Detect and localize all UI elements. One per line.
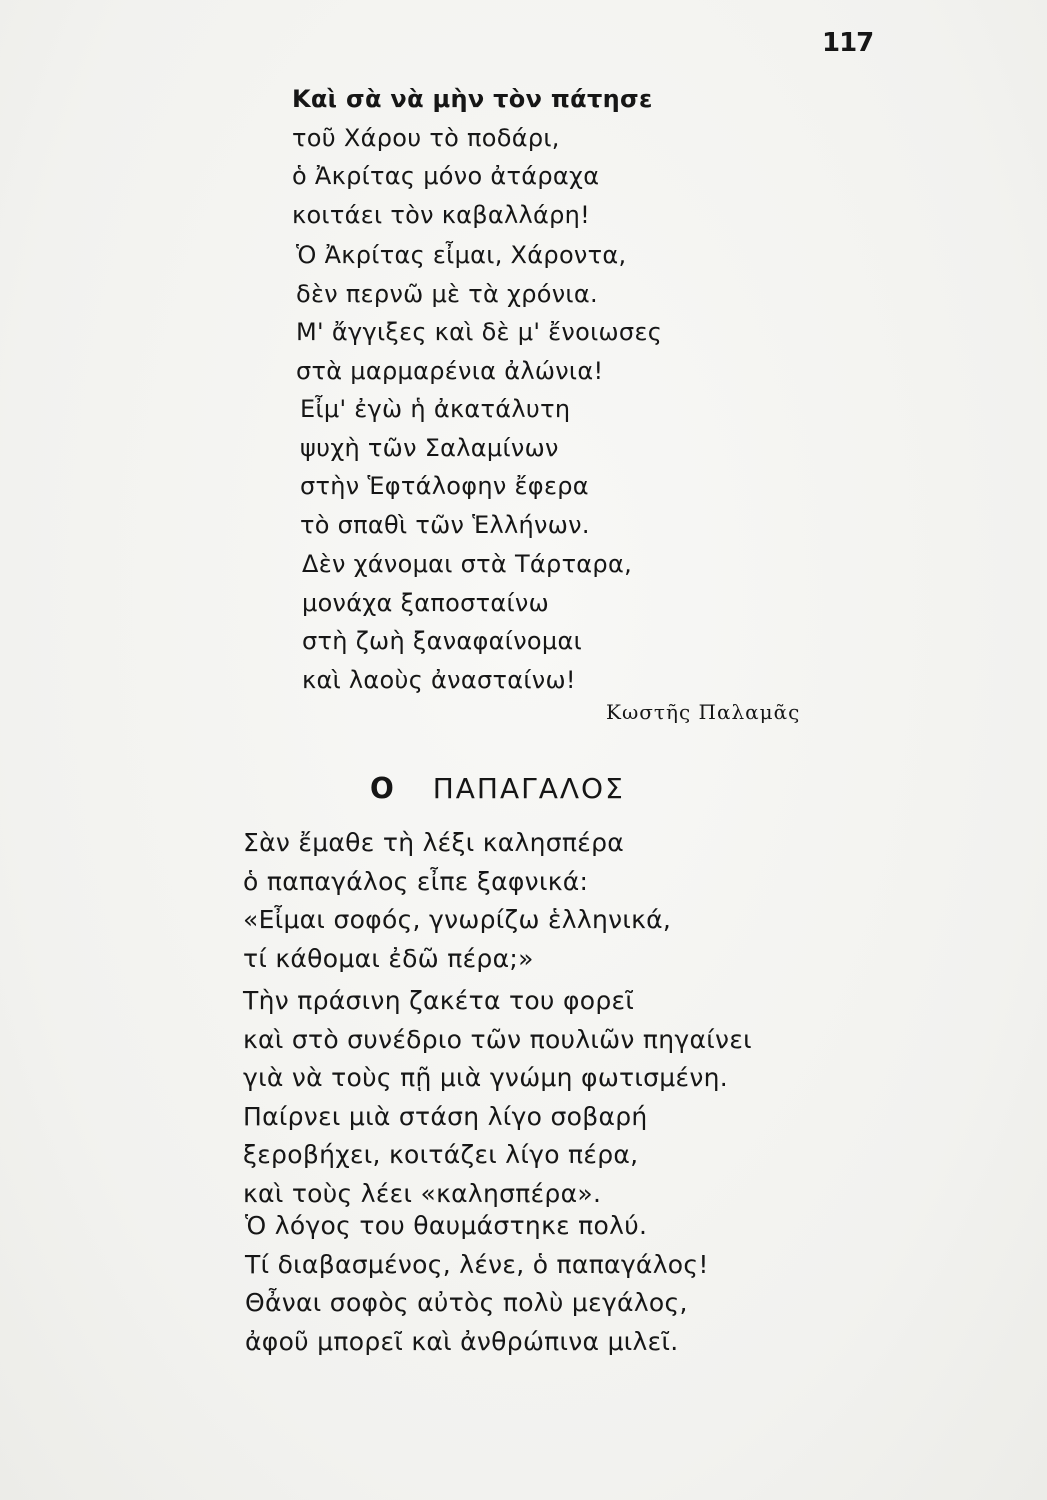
- poem-line: Θἆναι σοφὸς αὐτὸς πολὺ μεγάλος,: [245, 1288, 688, 1317]
- poem-line: ἀφοῦ μπορεῖ καὶ ἀνθρώπινα μιλεῖ.: [245, 1326, 679, 1356]
- page-number: 117: [822, 28, 874, 58]
- poem1-author: Κωστῆς Παλαμᾶς: [606, 700, 801, 724]
- poem-line: στὰ μαρμαρένια ἀλώνια!: [296, 356, 604, 385]
- poem-line: ὁ Ἀκρίτας μόνο ἀτάραχα: [292, 162, 600, 190]
- poem-line: Ὁ Ἀκρίτας εἶμαι, Χάροντα,: [296, 241, 627, 269]
- poem-line: καὶ στὸ συνέδριο τῶν πουλιῶν πηγαίνει: [243, 1024, 752, 1054]
- poem-line: Δὲν χάνομαι στὰ Τάρταρα,: [302, 550, 633, 578]
- poem2-title: [370, 772, 625, 805]
- poem-line: δὲν περνῶ μὲ τὰ χρόνια.: [296, 279, 598, 308]
- poem2-stanza-2: [243, 982, 752, 1213]
- poem-line: Σὰν ἔμαθε τὴ λέξι καλησπέρα: [243, 828, 625, 857]
- poem2-stanza-3: [245, 1207, 709, 1361]
- poem-line: στὴν Ἑφτάλοφην ἔφερα: [300, 472, 589, 500]
- poem-line: Τί διαβασμένος, λένε, ὁ παπαγάλος!: [245, 1249, 709, 1279]
- poem-line: Καὶ σὰ νὰ μὴν τὸν πάτησε: [292, 85, 653, 113]
- poem-line: κοιτάει τὸν καβαλλάρη!: [292, 200, 591, 229]
- poem2-stanza-1: [243, 824, 671, 978]
- poem1-stanza-4: [302, 545, 632, 699]
- poem-line: τί κάθομαι ἐδῶ πέρα;»: [243, 943, 534, 973]
- poem-line: ὁ παπαγάλος εἶπε ξαφνικά:: [243, 866, 589, 896]
- poem-line: «Εἶμαι σοφός, γνωρίζω ἑλληνικά,: [243, 905, 672, 934]
- poem-line: Εἶμ' ἐγὼ ἡ ἀκατάλυτη: [300, 395, 571, 423]
- poem2-title-article: Ο: [370, 772, 396, 805]
- poem2-title-word: ΠΑΠΑΓΑΛΟΣ: [432, 772, 625, 805]
- poem-line: τὸ σπαθὶ τῶν Ἑλλήνων.: [300, 510, 590, 539]
- poem-line: ψυχὴ τῶν Σαλαμίνων: [300, 433, 559, 462]
- poem-line: ξεροβήχει, κοιτάζει λίγο πέρα,: [243, 1140, 639, 1169]
- poem-line: καὶ τοὺς λέει «καλησπέρα».: [243, 1178, 602, 1208]
- poem1-stanza-3: [300, 390, 590, 544]
- poem1-stanza-2: [296, 236, 662, 390]
- poem-line: γιὰ νὰ τοὺς πῇ μιὰ γνώμη φωτισμένη.: [243, 1063, 728, 1092]
- poem-line: Μ' ἄγγιξες καὶ δὲ μ' ἔνοιωσες: [296, 318, 663, 346]
- poem-line: Ὁ λόγος του θαυμάστηκε πολύ.: [245, 1211, 648, 1240]
- poem-line: Παίρνει μιὰ στάση λίγο σοβαρή: [243, 1101, 648, 1131]
- poem-line: καὶ λαοὺς ἀνασταίνω!: [302, 665, 576, 694]
- poem1-stanza-1: [292, 80, 653, 234]
- poem-line: στὴ ζωὴ ξαναφαίνομαι: [302, 627, 582, 655]
- poem-line: τοῦ Χάρου τὸ ποδάρι,: [292, 123, 560, 152]
- poem-line: μονάχα ξαποσταίνω: [302, 588, 550, 617]
- poem-line: Τὴν πράσινη ζακέτα του φορεῖ: [243, 986, 635, 1015]
